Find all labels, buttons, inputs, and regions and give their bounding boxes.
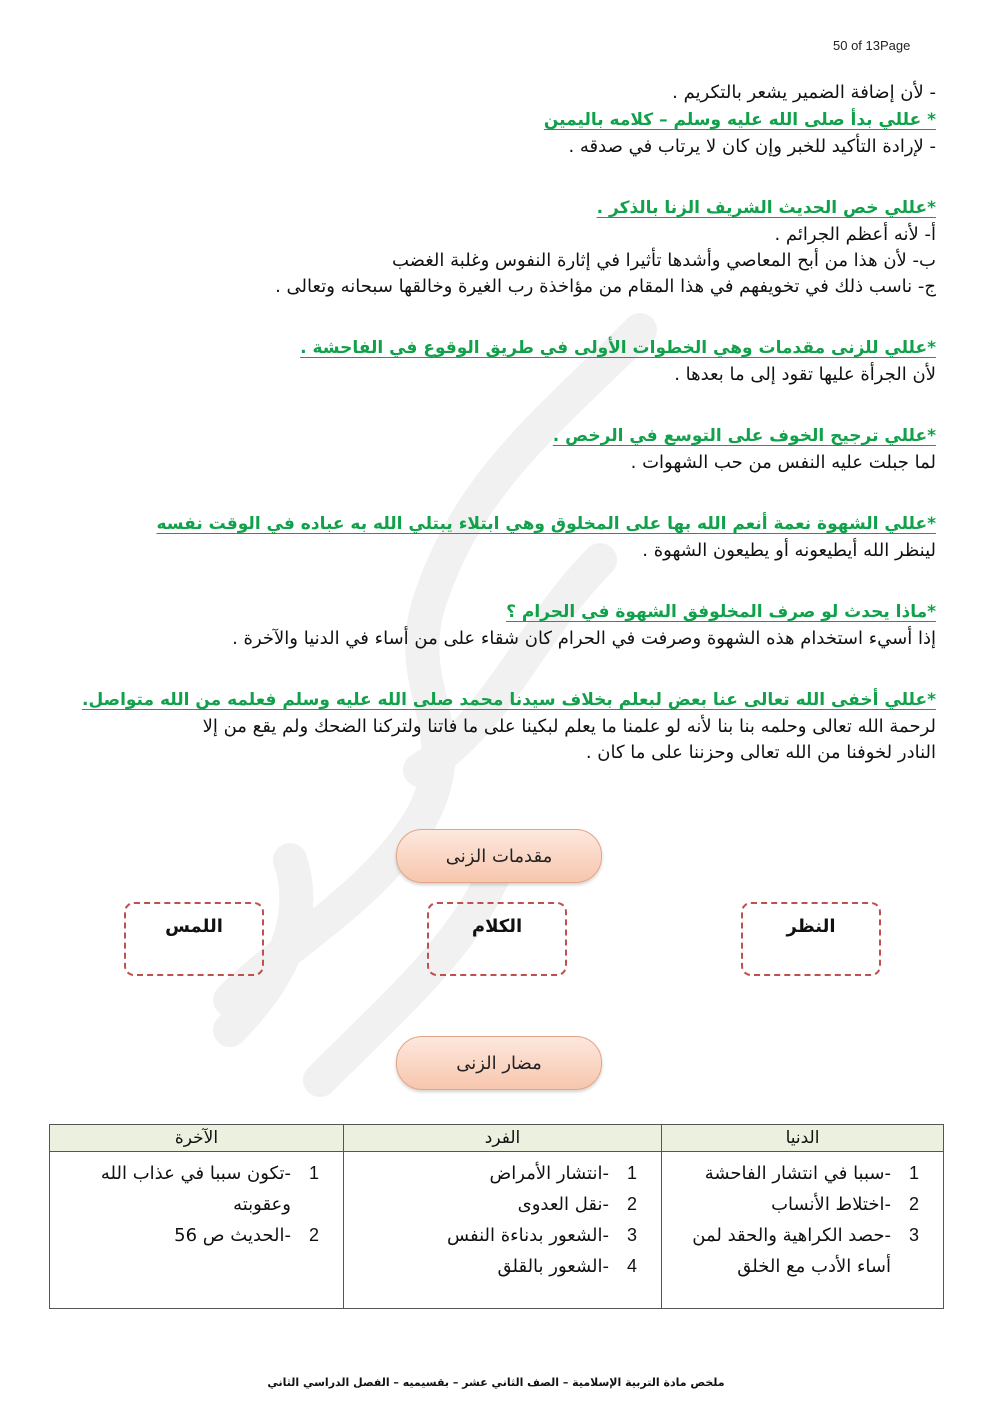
answer-line: لأن الجرأة عليها تقود إلى ما بعدها . (674, 364, 936, 385)
individual-cell (344, 1152, 662, 1309)
question-line: *عللي الشهوة نعمة أنعم الله بها على المخلوق وهي ابتلاء يبتلي الله به عباده في الوقت نفسه (156, 514, 936, 534)
table-row (50, 1152, 944, 1309)
item-number: 1 (626, 1163, 637, 1183)
item-text: -اختلاط الأنساب (771, 1194, 891, 1215)
item-number: 1 (308, 1163, 319, 1183)
header-individual: الفرد (344, 1125, 662, 1152)
footer-text: ملخص مادة التربية الإسلامية – الصف الثاني عشر – بقسيميه – الفصل الدراسي الثاني (267, 1376, 725, 1389)
item-number: 3 (626, 1225, 637, 1245)
harms-title: مضار الزنى (396, 1036, 602, 1090)
premarital-preludes-title: مقدمات الزنى (396, 829, 602, 883)
question-line: *عللي ترجيح الخوف على التوسع في الرخص . (552, 426, 936, 446)
spacer (66, 476, 936, 510)
hereafter-cell (50, 1152, 344, 1309)
item-text: -نقل العدوى (517, 1194, 609, 1215)
item-text: -الحديث ص 56 (174, 1225, 291, 1246)
list-item (58, 1220, 319, 1251)
item-number: 3 (908, 1225, 919, 1245)
harms-table (49, 1124, 944, 1309)
prelude-box-touch: اللمس (124, 902, 264, 976)
list-item (670, 1189, 919, 1220)
item-number: 2 (908, 1194, 919, 1214)
question-line: *عللي للزنى مقدمات وهي الخطوات الأولى في طريق الوقوع في الفاحشة . (300, 338, 936, 358)
spacer (66, 564, 936, 598)
list-item (58, 1158, 319, 1220)
dunya-cell (662, 1152, 944, 1309)
answer-line: ج- ناسب ذلك في تخويفهم في هذا المقام من مؤاخذة رب الغيرة وخالقها سبحانه وتعالى . (275, 276, 936, 297)
list-item (352, 1251, 637, 1282)
answer-line: ب- لأن هذا من أبح المعاصي وأشدها تأثيرا في إثارة النفوس وغلبة الغضب (391, 250, 936, 271)
question-line: * عللي بدأ صلى الله عليه وسلم – كلامه باليمين (543, 110, 936, 130)
list-item (670, 1158, 919, 1189)
header-hereafter: الآخرة (50, 1125, 344, 1152)
spacer (66, 300, 936, 334)
question-line: *عللي أخفى الله تعالى عنا بعض لبعلم بخلاف سيدنا محمد صلى الله عليه وسلم فعلمه من الله متواصل. (82, 690, 936, 710)
table-header-row (50, 1125, 944, 1152)
item-text: -سببا في انتشار الفاحشة (704, 1163, 891, 1184)
spacer (66, 652, 936, 686)
item-number: 2 (308, 1225, 319, 1245)
spacer (66, 160, 936, 194)
prelude-box-looking: النظر (741, 902, 881, 976)
list-item (352, 1158, 637, 1189)
item-text: -انتشار الأمراض (489, 1163, 609, 1184)
answer-line: لينظر الله أيطيعونه أو يطيعون الشهوة . (642, 540, 936, 561)
question-line: *ماذا يحدث لو صرف المخلوفق الشهوة في الحرام ؟ (506, 602, 936, 622)
answer-line: لما جبلت عليه النفس من حب الشهوات . (630, 452, 936, 473)
list-item (352, 1189, 637, 1220)
list-item (670, 1220, 919, 1282)
item-text: -الشعور بالقلق (497, 1256, 609, 1277)
list-item (352, 1220, 637, 1251)
spacer (66, 388, 936, 422)
answer-line: لرحمة الله تعالى وحلمه بنا بنا لأنه لو علمنا ما يعلم لبكينا على ما فاتنا ولتركنا الضحك ولم يقع من إلا (202, 716, 936, 737)
question-line: *عللي خص الحديث الشريف الزنا بالذكر . (596, 198, 936, 218)
answer-line: - لإرادة التأكيد للخبر وإن كان لا يرتاب في صدقه . (568, 136, 936, 157)
answer-line: إذا أسيء استخدام هذه الشهوة وصرفت في الحرام كان شقاء على من أساء في الدنيا والآخرة . (232, 628, 936, 649)
answer-line: النادر لخوفنا من الله تعالى وحزننا على ما كان . (585, 742, 936, 763)
main-content (66, 80, 936, 766)
header-dunya: الدنيا (662, 1125, 944, 1152)
page-number: 50 of 13Page (833, 38, 911, 53)
item-text: -الشعور بدناءة النفس (447, 1225, 609, 1246)
answer-line: - لأن إضافة الضمير يشعر بالتكريم . (672, 82, 936, 103)
item-text: -حصد الكراهية والحقد لمن أساء الأدب مع الخلق (692, 1225, 891, 1277)
prelude-box-speech: الكلام (427, 902, 567, 976)
answer-line: أ- لأنه أعظم الجرائم . (774, 224, 936, 245)
item-number: 1 (908, 1163, 919, 1183)
item-number: 4 (626, 1256, 637, 1276)
item-text: -تكون سببا في عذاب الله وعقوبته (100, 1163, 291, 1215)
item-number: 2 (626, 1194, 637, 1214)
